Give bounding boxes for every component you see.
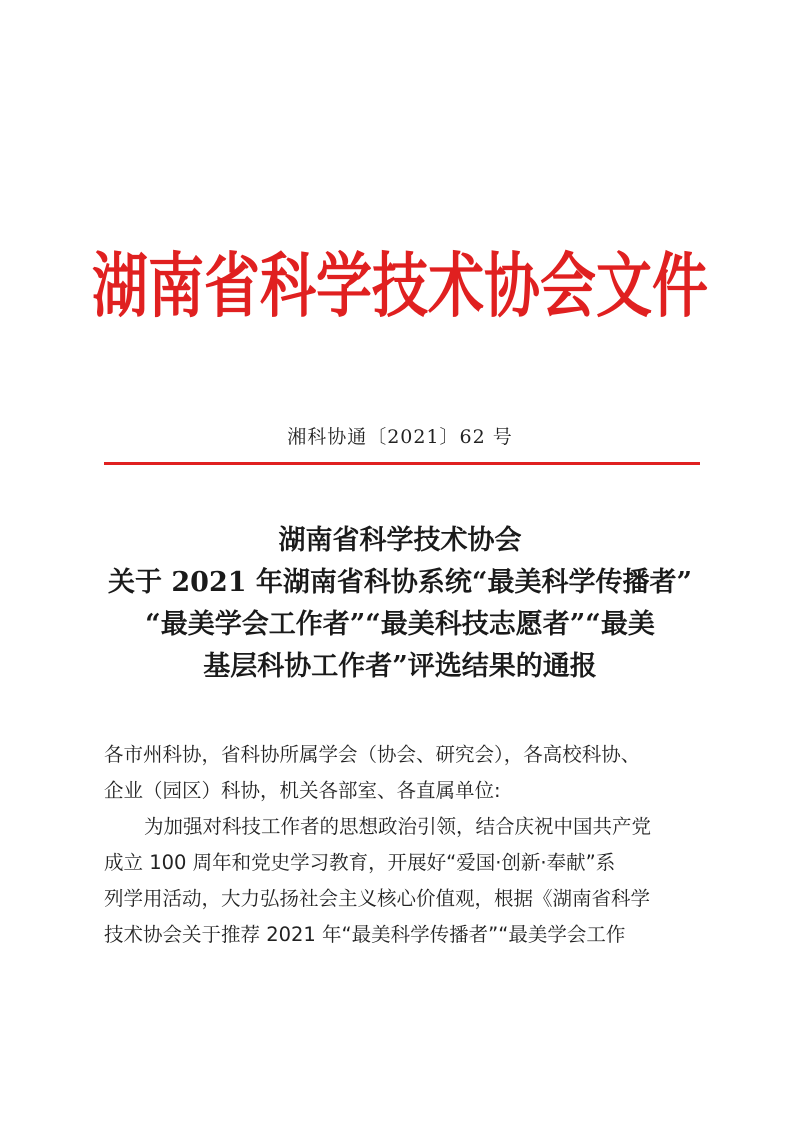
body-line-4: 成立 100 周年和党史学习教育，开展好“爱国·创新·奉献”系	[104, 851, 616, 874]
issuer-header: 湖南省科学技术协会文件	[92, 244, 708, 328]
notice-title	[40, 520, 760, 688]
notice-title-line-2: 关于 2021 年湖南省科协系统“最美科学传播者”	[107, 567, 692, 598]
body-text	[104, 737, 704, 953]
red-divider-line	[104, 462, 700, 465]
body-line-5: 列学用活动，大力弘扬社会主义核心价值观，根据《湖南省科学	[104, 887, 651, 910]
body-line-6: 技术协会关于推荐 2021 年“最美科学传播者”“最美学会工作	[104, 923, 626, 946]
notice-title-line-4: 基层科协工作者”评选结果的通报	[203, 651, 597, 682]
notice-title-line-3: “最美学会工作者”“最美科技志愿者”“最美	[145, 609, 655, 640]
document-number: 湘科协通〔2021〕62 号	[287, 426, 513, 448]
body-line-3: 为加强对科技工作者的思想政治引领，结合庆祝中国共产党	[144, 815, 652, 838]
notice-title-line-1: 湖南省科学技术协会	[278, 525, 522, 556]
body-line-1: 各市州科协，省科协所属学会（协会、研究会），各高校科协、	[104, 743, 641, 766]
body-line-2: 企业（园区）科协，机关各部室、各直属单位:	[104, 779, 501, 802]
